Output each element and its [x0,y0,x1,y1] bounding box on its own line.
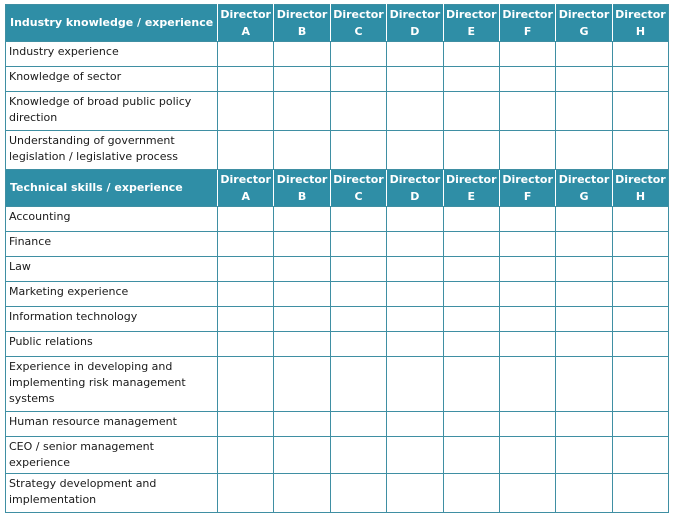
rating-cell[interactable] [218,437,274,474]
rating-cell[interactable] [612,474,668,513]
skill-label: Marketing experience [6,282,218,307]
rating-cell[interactable] [218,257,274,282]
director-column-header [387,5,443,42]
rating-cell[interactable] [556,474,612,513]
skill-row [6,357,669,412]
skill-label: Law [6,257,218,282]
director-word: Director [558,173,610,186]
rating-cell[interactable] [443,474,499,513]
director-word: Director [389,173,441,186]
skill-label: Information technology [6,307,218,332]
rating-cell[interactable] [274,207,330,232]
skill-label: Strategy development and implementation [6,474,218,513]
section-title: Industry knowledge / experience [6,5,218,42]
skill-label: Human resource management [6,412,218,437]
director-column-header [274,170,330,207]
rating-cell[interactable] [274,282,330,307]
rating-cell[interactable] [387,357,443,412]
rating-cell[interactable] [274,232,330,257]
rating-cell[interactable] [443,332,499,357]
rating-cell[interactable] [612,42,668,67]
matrix-body [6,5,669,513]
rating-cell[interactable] [274,257,330,282]
rating-cell[interactable] [499,42,555,67]
skill-row [6,257,669,282]
rating-cell[interactable] [330,412,386,437]
rating-cell[interactable] [387,412,443,437]
director-column-header [499,170,555,207]
director-word: Director [389,8,441,21]
rating-cell[interactable] [443,207,499,232]
rating-cell[interactable] [330,92,386,131]
rating-cell[interactable] [274,131,330,170]
rating-cell[interactable] [612,67,668,92]
rating-cell[interactable] [274,332,330,357]
director-letter: G [579,190,589,203]
rating-cell[interactable] [612,282,668,307]
director-column-header [218,170,274,207]
rating-cell[interactable] [556,67,612,92]
rating-cell[interactable] [218,412,274,437]
rating-cell[interactable] [387,282,443,307]
rating-cell[interactable] [330,332,386,357]
director-letter: E [467,190,476,203]
rating-cell[interactable] [612,357,668,412]
director-column-header [556,5,612,42]
rating-cell[interactable] [499,282,555,307]
skill-row [6,131,669,170]
rating-cell[interactable] [556,332,612,357]
rating-cell[interactable] [274,42,330,67]
director-word: Director [276,173,328,186]
rating-cell[interactable] [387,232,443,257]
rating-cell[interactable] [612,437,668,474]
director-column-header [612,170,668,207]
rating-cell[interactable] [387,437,443,474]
skill-row [6,232,669,257]
skill-row [6,282,669,307]
director-word: Director [220,8,271,21]
rating-cell[interactable] [387,131,443,170]
director-word: Director [220,173,271,186]
rating-cell[interactable] [499,332,555,357]
rating-cell[interactable] [612,131,668,170]
director-column-header [443,170,499,207]
director-column-header [556,170,612,207]
skill-label: Accounting [6,207,218,232]
director-letter: H [635,25,646,38]
rating-cell[interactable] [556,437,612,474]
director-word: Director [615,173,666,186]
rating-cell[interactable] [274,474,330,513]
director-column-header [499,5,555,42]
rating-cell[interactable] [499,232,555,257]
director-letter: D [410,190,420,203]
rating-cell[interactable] [612,332,668,357]
section-header-row [6,170,669,207]
rating-cell[interactable] [499,437,555,474]
rating-cell[interactable] [387,207,443,232]
director-letter: B [297,25,307,38]
rating-cell[interactable] [499,257,555,282]
rating-cell[interactable] [218,92,274,131]
rating-cell[interactable] [499,67,555,92]
director-letter: C [354,190,363,203]
rating-cell[interactable] [330,131,386,170]
rating-cell[interactable] [499,357,555,412]
director-column-header [330,170,386,207]
director-word: Director [276,8,328,21]
director-letter: F [523,25,532,38]
rating-cell[interactable] [443,357,499,412]
skill-row [6,67,669,92]
skill-row [6,437,669,474]
rating-cell[interactable] [330,357,386,412]
rating-cell[interactable] [443,307,499,332]
skills-matrix-container [5,4,669,513]
rating-cell[interactable] [499,307,555,332]
skill-label: Understanding of government legislation / legislative process [6,131,218,170]
section-header-row [6,5,669,42]
rating-cell[interactable] [556,207,612,232]
rating-cell[interactable] [612,307,668,332]
rating-cell[interactable] [330,207,386,232]
skill-label: Industry experience [6,42,218,67]
director-letter: E [467,25,476,38]
rating-cell[interactable] [330,437,386,474]
director-word: Director [615,8,666,21]
skill-label: CEO / senior management experience [6,437,218,474]
rating-cell[interactable] [556,92,612,131]
rating-cell[interactable] [443,67,499,92]
rating-cell[interactable] [387,92,443,131]
rating-cell[interactable] [330,282,386,307]
rating-cell[interactable] [330,474,386,513]
rating-cell[interactable] [274,412,330,437]
skill-row [6,332,669,357]
director-letter: G [579,25,589,38]
rating-cell[interactable] [387,332,443,357]
section-title: Technical skills / experience [6,170,218,207]
rating-cell[interactable] [387,307,443,332]
rating-cell[interactable] [556,232,612,257]
director-column-header [274,5,330,42]
director-letter: A [241,190,250,203]
rating-cell[interactable] [556,42,612,67]
rating-cell[interactable] [218,131,274,170]
rating-cell[interactable] [443,437,499,474]
rating-cell[interactable] [218,332,274,357]
director-word: Director [502,173,553,186]
rating-cell[interactable] [556,357,612,412]
rating-cell[interactable] [499,412,555,437]
rating-cell[interactable] [387,257,443,282]
skill-row [6,307,669,332]
director-letter: D [410,25,420,38]
director-column-header [612,5,668,42]
skill-label: Knowledge of broad public policy direction [6,92,218,131]
director-word: Director [558,8,610,21]
rating-cell[interactable] [330,42,386,67]
skill-row [6,42,669,67]
rating-cell[interactable] [443,257,499,282]
board-skills-matrix-table [5,4,669,513]
director-letter: H [635,190,646,203]
rating-cell[interactable] [556,412,612,437]
skill-row [6,92,669,131]
director-letter: F [523,190,532,203]
rating-cell[interactable] [218,282,274,307]
director-word: Director [333,8,384,21]
rating-cell[interactable] [443,92,499,131]
rating-cell[interactable] [218,67,274,92]
rating-cell[interactable] [387,67,443,92]
rating-cell[interactable] [556,257,612,282]
rating-cell[interactable] [612,207,668,232]
rating-cell[interactable] [499,474,555,513]
rating-cell[interactable] [612,412,668,437]
rating-cell[interactable] [274,67,330,92]
rating-cell[interactable] [443,232,499,257]
skill-label: Knowledge of sector [6,67,218,92]
rating-cell[interactable] [556,131,612,170]
rating-cell[interactable] [218,307,274,332]
director-column-header [387,170,443,207]
rating-cell[interactable] [218,207,274,232]
rating-cell[interactable] [274,437,330,474]
skill-row [6,207,669,232]
director-letter: B [297,190,307,203]
rating-cell[interactable] [218,357,274,412]
skill-label: Experience in developing and implementing risk management systems [6,357,218,412]
rating-cell[interactable] [330,232,386,257]
rating-cell[interactable] [612,92,668,131]
rating-cell[interactable] [499,207,555,232]
rating-cell[interactable] [274,307,330,332]
rating-cell[interactable] [218,232,274,257]
skill-row [6,412,669,437]
director-letter: C [354,25,363,38]
director-word: Director [445,173,497,186]
rating-cell[interactable] [556,282,612,307]
rating-cell[interactable] [612,257,668,282]
rating-cell[interactable] [330,307,386,332]
rating-cell[interactable] [499,131,555,170]
director-column-header [443,5,499,42]
director-column-header [218,5,274,42]
rating-cell[interactable] [443,412,499,437]
director-word: Director [333,173,384,186]
rating-cell[interactable] [612,232,668,257]
skill-label: Finance [6,232,218,257]
rating-cell[interactable] [443,131,499,170]
rating-cell[interactable] [387,474,443,513]
rating-cell[interactable] [499,92,555,131]
rating-cell[interactable] [330,257,386,282]
director-word: Director [445,8,497,21]
rating-cell[interactable] [330,67,386,92]
rating-cell[interactable] [443,42,499,67]
rating-cell[interactable] [443,282,499,307]
skill-row [6,474,669,513]
director-word: Director [502,8,553,21]
rating-cell[interactable] [218,42,274,67]
director-column-header [330,5,386,42]
rating-cell[interactable] [274,357,330,412]
rating-cell[interactable] [556,307,612,332]
rating-cell[interactable] [274,92,330,131]
director-letter: A [241,25,250,38]
rating-cell[interactable] [387,42,443,67]
skill-label: Public relations [6,332,218,357]
rating-cell[interactable] [218,474,274,513]
